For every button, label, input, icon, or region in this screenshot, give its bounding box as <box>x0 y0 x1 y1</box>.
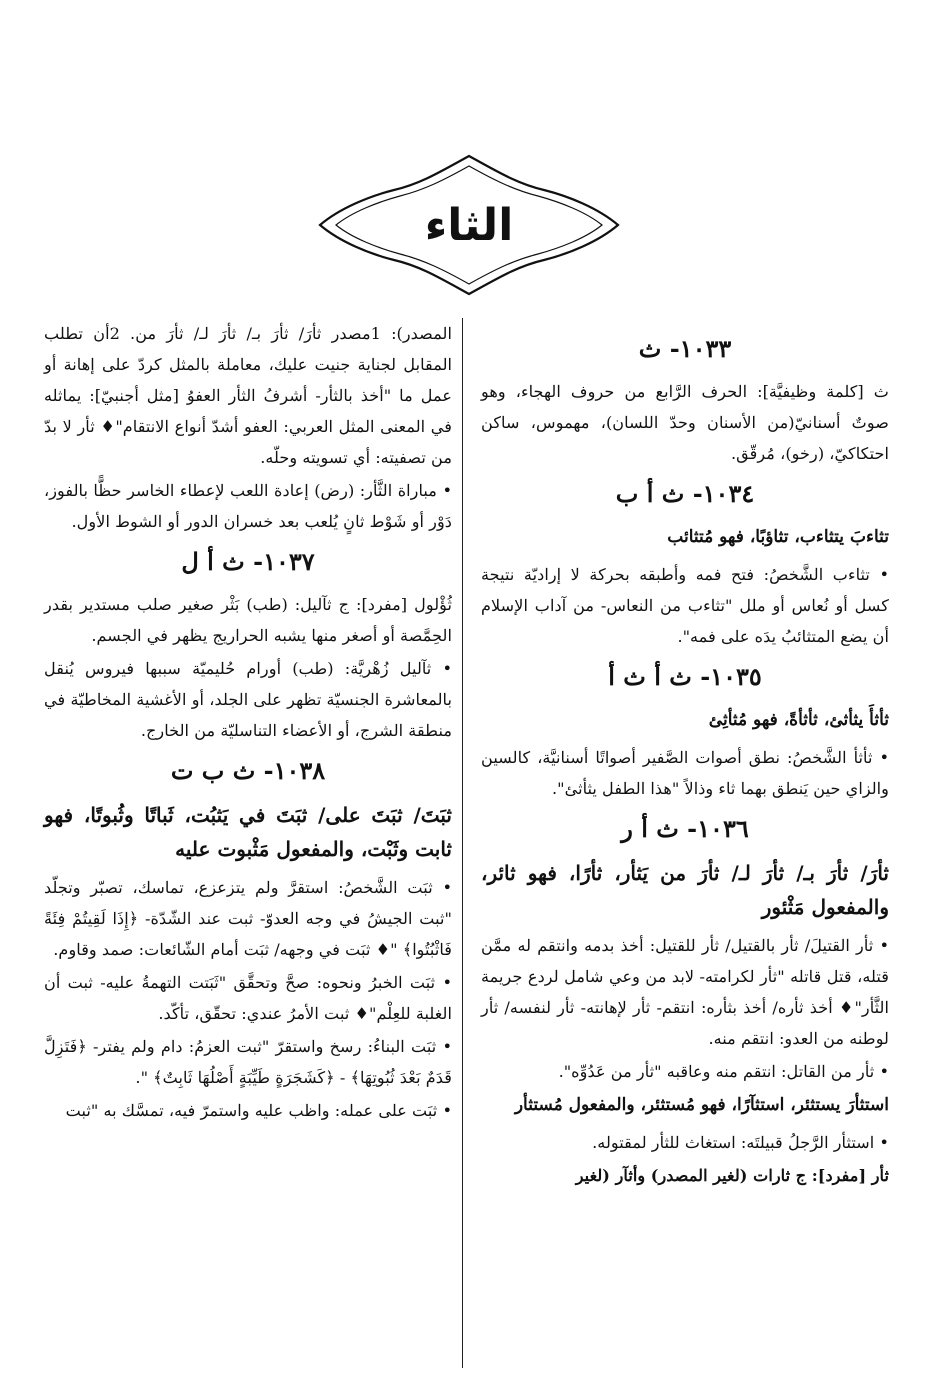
entry-heading-1037: ١٠٣٧- ث أ ل <box>181 547 315 576</box>
entry-text: • ثأر من القاتل: انتقم منه وعاقبه "ثأر من عَدُوِّه". <box>558 1062 889 1081</box>
verb-forms: ثأثأَ يثأثئ، ثأثأةً، فهو مُثأثِئ <box>708 710 889 730</box>
entry-heading-1036: ١٠٣٦- ث أ ر <box>621 814 749 843</box>
entry-text: • مباراة الثَّأر: (رض) إعادة اللعب لإعطاء الخاسر حظًّا بالفوز، دَوْر أو شَوْط ثانٍ يُلعب بعد خسران الدور أو الشوط الأول. <box>44 481 452 531</box>
entry-text: • ثبَت الخبرُ ونحوه: صحَّ وتحقَّق "ثَبَتت التهمةُ عليه- ثبت أن الغلبة للعِلْم"♦ ثبت الأمرُ عندي: تحقّق، تأكّد. <box>44 973 452 1023</box>
verb-forms: تثاءبَ يتثاءب، تثاؤبًا، فهو مُتثائب <box>667 527 889 547</box>
verb-forms: استثأرَ يستثئر، استثآرًا، فهو مُستثئر، والمفعول مُستثأر <box>514 1095 889 1115</box>
entry-text: المصدر): 1مصدر ثأرَ/ ثأرَ بـ/ ثأرَ لـ/ ثأرَ من. 2أن تطلب المقابل لجناية جنيت عليك، معاملة بالمثل كردّ على إهانة أو عمل ما "أخذ بالثأر- أشرفُ الثأر العفوُ [مثل أجنبيّ]: يماثله في المعنى المثل العربي: العفو أشدّ أنواع الانتقام"♦ ثأر لا بدّ من تصفيته: أي تسويته وحلّه. <box>44 324 452 467</box>
ornament-frame-icon <box>310 150 628 300</box>
verb-forms: ثبَتَ/ ثبَتَ على/ ثبَتَ في يَثبُت، ثَباتًا وثُبوتًا، فهو ثابت وثَبْت، والمفعول مَثْبوت عليه <box>44 803 452 861</box>
column-divider <box>462 318 463 1368</box>
entry-text: • ثبَت البناءُ: رسخ واستقرّ "ثبت العزمُ: دام ولم يفتر- ﴿فَتَزِلَّ قَدَمٌ بَعْدَ ثُبُوتِهَا﴾ - ﴿كَشَجَرَةٍ طَيِّبَةٍ أَصْلُهَا ثَابِتٌ﴾ ". <box>44 1037 452 1087</box>
entry-text: ثُؤْلول [مفرد]: ج ثآليل: (طب) بَثْر صغير صلب مستدير بقدر الحِمَّصة أو أصغر منها يشبه الحراريج يظهر في الجسم. <box>44 595 452 645</box>
entry-text: ثأر [مفرد]: ج ثارات (لغير المصدر) وأثآر (لغير <box>575 1166 889 1185</box>
right-column <box>481 318 889 1193</box>
chapter-title: الثاء <box>424 200 514 251</box>
entry-text: • ثآليل زُهْريَّة: (طب) أورام حُليميّة سببها فيروس يُنقل بالمعاشرة الجنسيّة تظهر على الجلد، أو الأغشية المخاطيّة في منطقة الشرج، أو الأعضاء التناسليّة من الخارج. <box>44 659 452 740</box>
verb-forms: ثأرَ/ ثأرَ بـ/ ثأرَ لـ/ ثأرَ من يَثأر، ثأرًا، فهو ثائر، والمفعول مَثْئور <box>481 861 889 919</box>
entry-text: • تثاءب الشَّخصُ: فتح فمه وأطبقه بحركة لا إراديّة نتيجة كسل أو نُعاس أو ملل "تثاءب من النعاس- من آداب الإسلام أن يضع المتثائبُ يدَه على فمه". <box>481 565 889 646</box>
entry-text: • ثبَت الشَّخصُ: استقرَّ ولم يتزعزع، تماسك، تصبّر وتجلّد "ثبت الجيشُ في وجه العدوّ- ثبت عند الشّدّة- ﴿إِذَا لَقِيتُمْ فِئَةً فَاثْبُتُوا﴾ "♦ ثبَت في وجهه/ ثبَت أمام الشّائعات: صمد وقاوم. <box>44 878 452 959</box>
entry-heading-1035: ١٠٣٥- ث أ ث أ <box>608 662 762 691</box>
left-column <box>44 318 452 1128</box>
entry-text: • ثأثأ الشَّخصُ: نطق أصوات الصَّفير أصواتًا أسنانيَّة، كالسين والزاي حين يَنطق بهما ثاء وذالاً "هذا الطفل يثأثئ". <box>481 748 889 798</box>
entry-heading-1033: ١٠٣٣- ث <box>638 334 732 363</box>
entry-text: ث [كلمة وظيفيَّة]: الحرف الرَّابع من حروف الهجاء، وهو صوتٌ أسنانيّ(من الأسنان وحدّ اللسان)، مهموس، ساكن احتكاكيّ، (رخو)، مُرقّق. <box>481 382 889 463</box>
entry-text: • ثأر القتيلَ/ ثأر بالقتيل/ ثأر للقتيل: أخذ بدمه وانتقم له ممَّن قتله، قتل قاتله "ثأر لكرامته- لابد من وعي شامل لردع جريمة الثَّأر"♦ أخذ ثأره/ أخذ بثأره: انتقم- ثأر لإهانته- ثأر لنفسه/ ثأر لوطنه من العدو: انتقم منه. <box>481 936 889 1048</box>
chapter-title-ornament <box>310 150 628 300</box>
entry-text: • استثأر الرَّجلُ قبيلتَه: استغاث للثأر لمقتوله. <box>592 1133 889 1152</box>
entry-heading-1034: ١٠٣٤- ث أ ب <box>615 479 755 508</box>
entry-text: • ثبَت على عمله: واظب عليه واستمرّ فيه، تمسَّك به "ثبت <box>65 1101 452 1120</box>
entry-heading-1038: ١٠٣٨- ث ب ت <box>170 756 326 785</box>
